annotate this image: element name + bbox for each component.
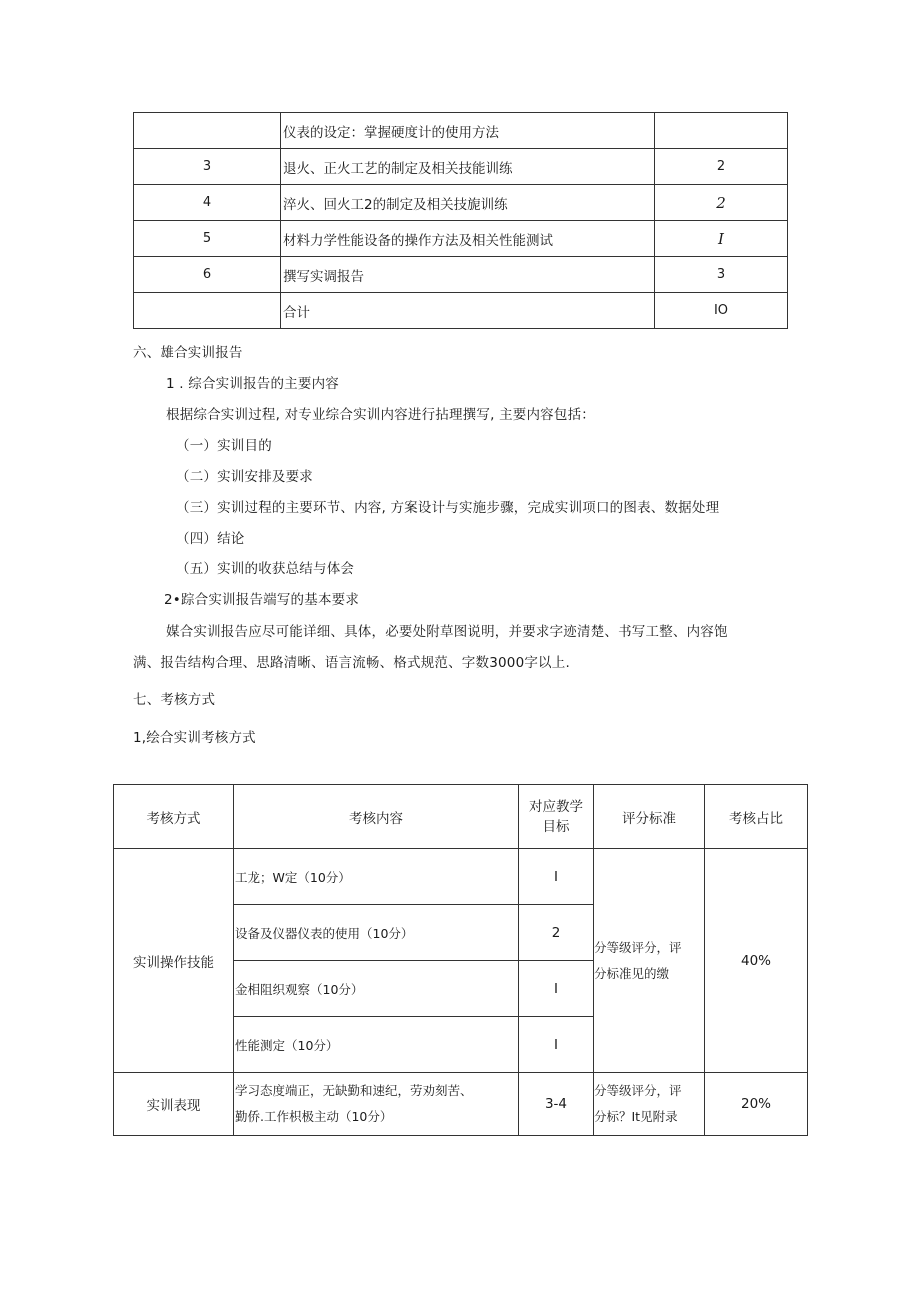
row-content: 撰写实调报告 bbox=[281, 257, 655, 293]
row-content: 退火、正火工艺的制定及相关技能训练 bbox=[281, 149, 655, 185]
paragraph-line: 媒合实训报告应尽可能详细、具体，必要处附草图说明，并要求字迹清楚、书写工整、内容饱 bbox=[166, 624, 728, 640]
row-number bbox=[134, 113, 281, 149]
hours-table bbox=[133, 112, 788, 329]
group-1-standard-line2: 分标准见的缴 bbox=[594, 965, 670, 981]
section-7-heading: 七、考核方式 bbox=[133, 692, 216, 708]
header-method: 考核方式 bbox=[114, 785, 234, 849]
table-row bbox=[114, 1073, 808, 1136]
row-hours-value: I bbox=[718, 229, 724, 248]
row-hours bbox=[655, 185, 788, 221]
table-row bbox=[134, 185, 788, 221]
row-content: 工龙；W定（10分） bbox=[234, 849, 519, 905]
group-1-standard bbox=[594, 849, 705, 1073]
row-content: 淬火、回火工2的制定及相关技旎训练 bbox=[281, 185, 655, 221]
group-2-standard-line2: 分标？It见附录 bbox=[594, 1109, 678, 1124]
header-goal bbox=[519, 785, 594, 849]
group-1-ratio: 40% bbox=[705, 849, 808, 1073]
row-hours bbox=[655, 221, 788, 257]
assessment-table bbox=[113, 784, 808, 1136]
list-item: （四）结论 bbox=[176, 531, 245, 547]
table-header-row bbox=[114, 785, 808, 849]
header-ratio: 考核占比 bbox=[705, 785, 808, 849]
row-content: 设备及仪器仪表的使用（10分） bbox=[234, 905, 519, 961]
section-6-heading: 六、雄合实训报告 bbox=[133, 345, 243, 361]
header-content: 考核内容 bbox=[234, 785, 519, 849]
row-content: 仪表的设定：掌握硬度计的使用方法 bbox=[281, 113, 655, 149]
row-goal: I bbox=[519, 849, 594, 905]
table-row bbox=[134, 257, 788, 293]
section-6-intro: 根据综合实训过程, 对专业综合实训内容进行拈理撰写, 主要内容包括： bbox=[166, 407, 595, 423]
table-row bbox=[134, 113, 788, 149]
row-goal: I bbox=[519, 961, 594, 1017]
section-6-subheading-1: 1 . 综合实训报告的主要内容 bbox=[166, 376, 339, 392]
header-goal-line1: 对应教学 bbox=[529, 798, 583, 815]
group-2-standard-line1: 分等级评分，评 bbox=[594, 1083, 682, 1098]
header-standard: 评分标准 bbox=[594, 785, 705, 849]
row-hours: 3 bbox=[655, 257, 788, 293]
table-row bbox=[134, 221, 788, 257]
table-row bbox=[114, 849, 808, 905]
list-item: （一）实训目的 bbox=[176, 438, 272, 454]
row-number bbox=[134, 293, 281, 329]
group-2-goal: 3-4 bbox=[519, 1073, 594, 1136]
section-7-subheading: 1,绘合实训考核方式 bbox=[133, 730, 256, 746]
group-2-content-line1: 学习态度端正，无缺勤和速纪，劳劝刻苦、 bbox=[235, 1083, 473, 1098]
group-2-standard bbox=[594, 1073, 705, 1136]
list-item: （二）实训安排及要求 bbox=[176, 469, 313, 485]
list-item: （三）实训过程的主要环节、内容, 方案设计与实施步骤，完成实训项口的图表、数据处理 bbox=[176, 500, 720, 516]
row-number: 3 bbox=[134, 149, 281, 185]
row-goal: I bbox=[519, 1017, 594, 1073]
header-goal-line2: 目标 bbox=[542, 818, 570, 835]
group-1-method: 实训操作技能 bbox=[114, 849, 234, 1073]
group-2-ratio: 20% bbox=[705, 1073, 808, 1136]
row-hours: IO bbox=[655, 293, 788, 329]
group-2-content-line2: 勤侨.工作枳极主动（10分） bbox=[235, 1109, 393, 1124]
row-hours-value: 2 bbox=[716, 193, 726, 212]
row-number: 6 bbox=[134, 257, 281, 293]
group-2-content bbox=[234, 1073, 519, 1136]
list-item: （五）实训的收获总结与体会 bbox=[176, 561, 355, 577]
row-content: 材料力学性能设备的操作方法及相关性能测试 bbox=[281, 221, 655, 257]
row-number: 5 bbox=[134, 221, 281, 257]
group-2-method: 实训表现 bbox=[114, 1073, 234, 1136]
row-content: 性能测定（10分） bbox=[234, 1017, 519, 1073]
table-row bbox=[134, 149, 788, 185]
row-content: 合计 bbox=[281, 293, 655, 329]
row-content: 金相阻织观察（10分） bbox=[234, 961, 519, 1017]
group-1-standard-line1: 分等级评分，评 bbox=[594, 939, 682, 955]
paragraph-line: 满、报告结构合理、思路清晰、语言流畅、格式规范、字数3000字以上. bbox=[133, 655, 570, 671]
row-number: 4 bbox=[134, 185, 281, 221]
row-hours: 2 bbox=[655, 149, 788, 185]
row-hours bbox=[655, 113, 788, 149]
table-row-total bbox=[134, 293, 788, 329]
row-goal: 2 bbox=[519, 905, 594, 961]
section-6-subheading-2: 2•踪合实训报告端写的基本要求 bbox=[164, 592, 360, 608]
